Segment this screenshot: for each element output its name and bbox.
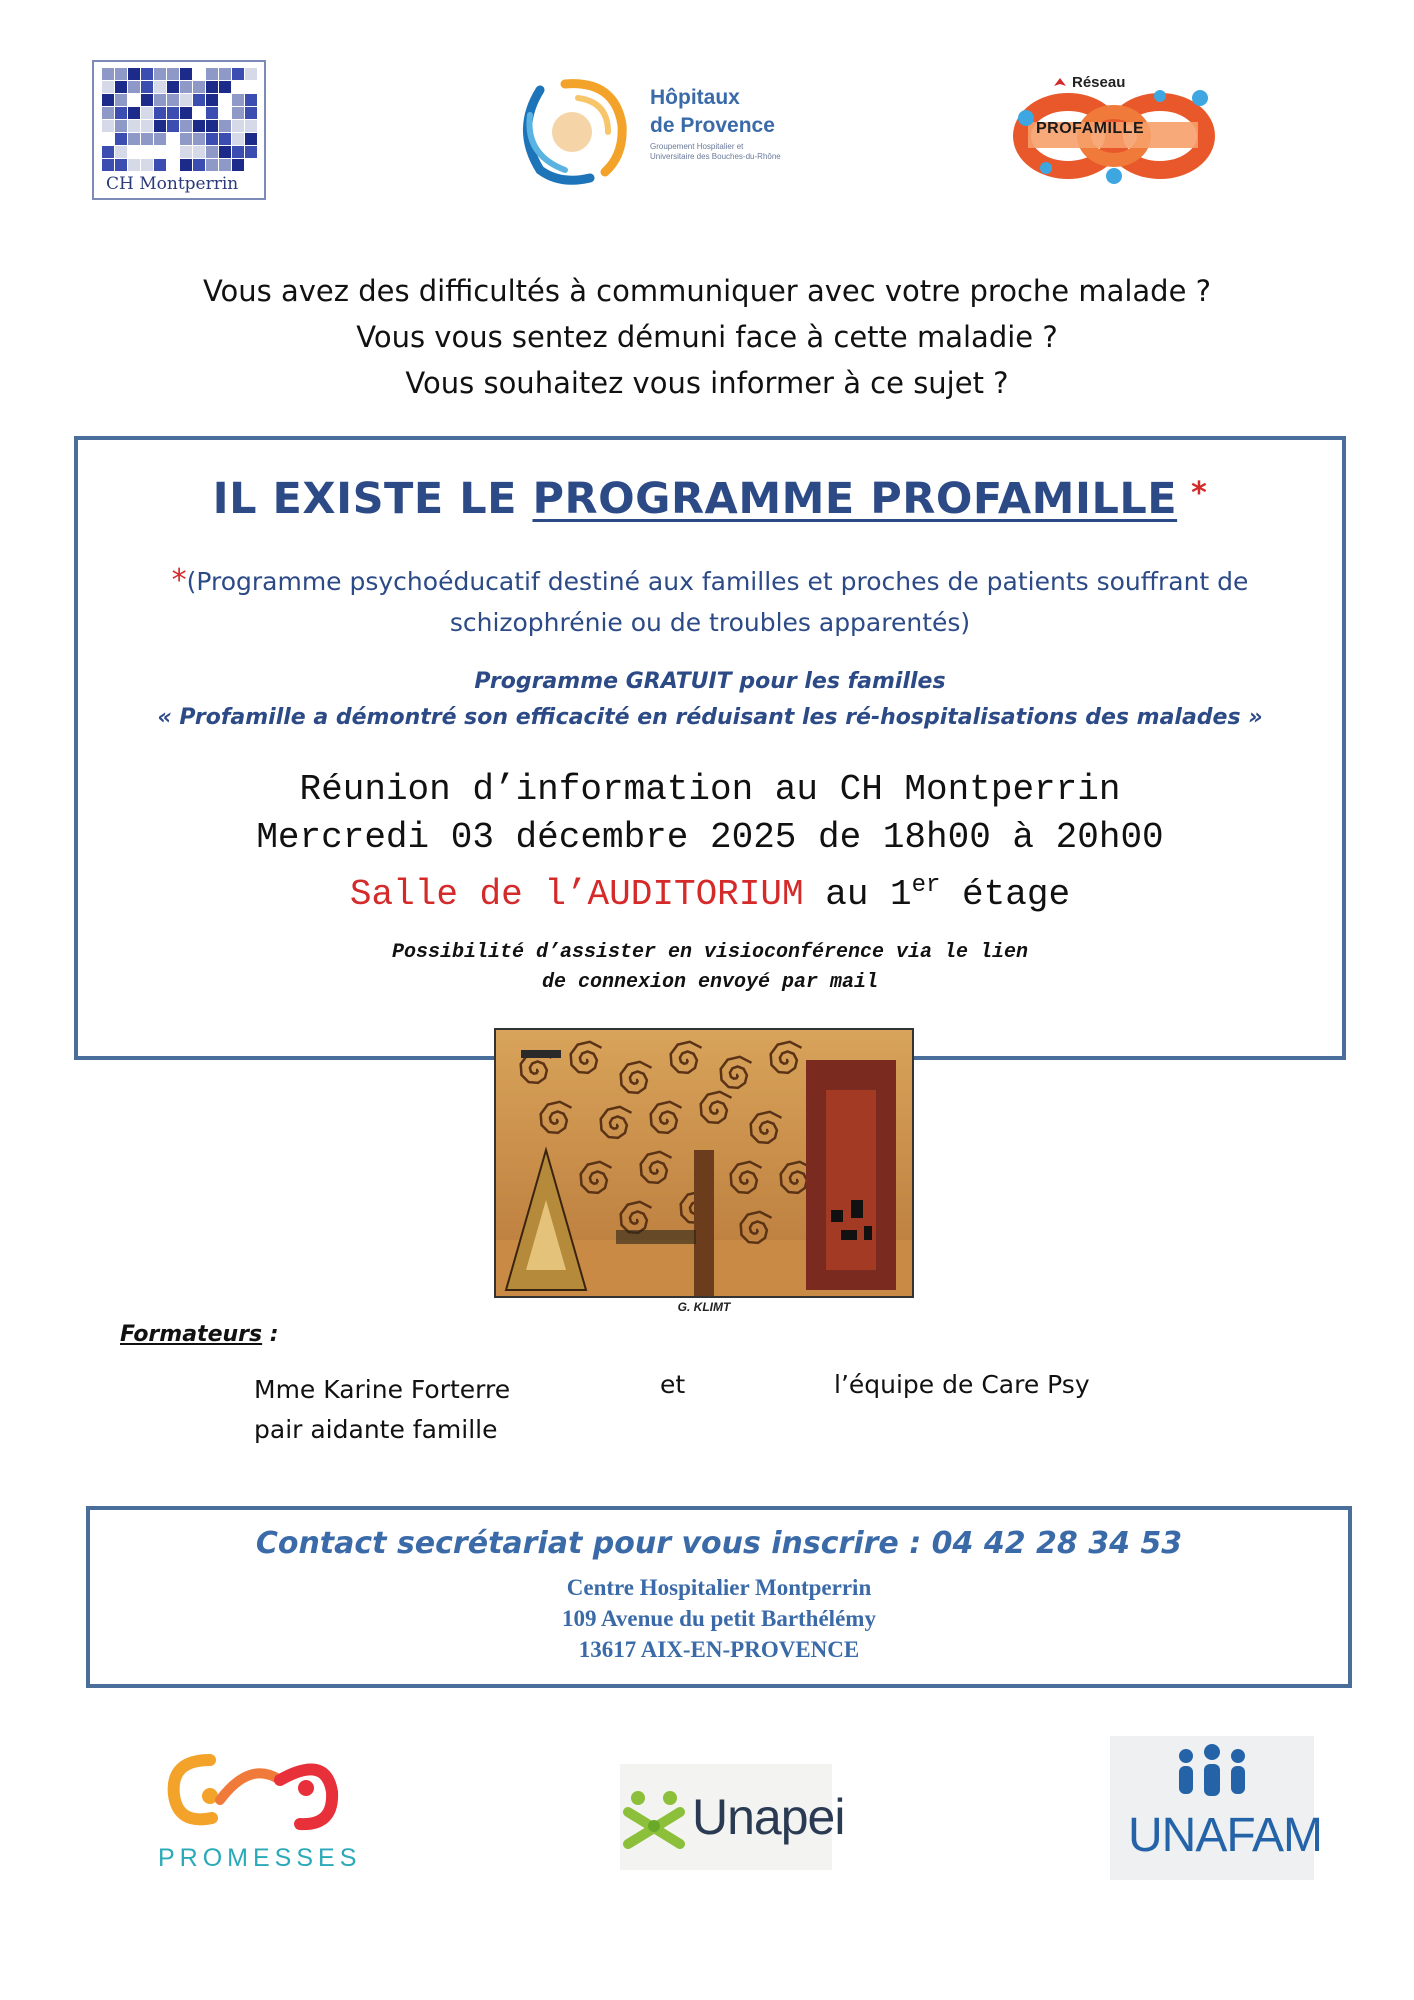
contact-line: Contact secrétariat pour vous inscrire : 04 42 28 34 53 xyxy=(255,1526,1183,1561)
trainers-and: et xyxy=(660,1370,686,1399)
meeting-info xyxy=(78,766,1342,919)
meeting-floor-suffix: étage xyxy=(940,874,1071,915)
trainers-label-text: Formateurs xyxy=(120,1322,263,1347)
trainer-1 xyxy=(254,1370,510,1450)
unafam-family-icon xyxy=(1110,1736,1314,1808)
address-org: Centre Hospitalier Montperrin xyxy=(566,1575,872,1600)
description-text: (Programme psychoéducatif destiné aux familles et proches de patients souffrant de schizophrénie ou de troubles apparentés) xyxy=(186,567,1249,637)
meeting-line-1: Réunion d’information au CH Montperrin xyxy=(299,769,1121,810)
visio-line-2: de connexion envoyé par mail xyxy=(541,971,879,994)
profamille-line2: PROFAMILLE xyxy=(1036,120,1145,137)
meeting-floor-sup: er xyxy=(911,872,941,899)
address-city: 13617 AIX-EN-PROVENCE xyxy=(578,1637,860,1662)
meeting-line-2: Mercredi 03 décembre 2025 de 18h00 à 20h00 xyxy=(256,817,1164,858)
unapei-people-icon xyxy=(620,1764,690,1870)
program-free: Programme GRATUIT pour les familles xyxy=(474,669,946,694)
program-title xyxy=(78,474,1342,524)
program-title-prefix: IL EXISTE LE xyxy=(212,474,533,524)
unafam-logo xyxy=(1110,1736,1323,1880)
contact-address xyxy=(90,1572,1348,1665)
trainer-1-name: Mme Karine Forterre xyxy=(254,1375,511,1404)
intro-question-3: Vous souhaitez vous informer à ce sujet ? xyxy=(405,366,1009,400)
contact-box xyxy=(86,1506,1352,1688)
painting-credit: G. KLIMT xyxy=(677,1300,731,1314)
promesses-logo xyxy=(150,1740,380,1880)
trainers-label xyxy=(120,1322,279,1347)
trainer-2: l’équipe de Care Psy xyxy=(834,1370,1090,1399)
hopitaux-provence-logo xyxy=(510,70,810,190)
meeting-floor-prefix: au 1 xyxy=(803,874,912,915)
klimt-tree-of-life-image xyxy=(494,1028,914,1298)
trainer-1-role: pair aidante famille xyxy=(254,1415,498,1444)
unafam-text: UNAFAM xyxy=(1128,1809,1323,1862)
intro-question-1: Vous avez des difficultés à communiquer avec votre proche malade ? xyxy=(202,274,1212,308)
visio-info xyxy=(78,938,1342,998)
program-box xyxy=(74,436,1346,1060)
program-title-underlined: PROGRAMME PROFAMILLE xyxy=(532,474,1178,524)
promesses-swirl-icon xyxy=(150,1740,380,1840)
trainers-label-suffix: : xyxy=(262,1322,279,1347)
description-asterisk: * xyxy=(171,563,187,598)
ch-montperrin-logo xyxy=(92,60,266,200)
reseau-profamille-logo xyxy=(1010,68,1220,188)
address-street: 109 Avenue du petit Barthélémy xyxy=(562,1606,876,1631)
visio-line-1: Possibilité d’assister en visioconférence via le lien xyxy=(391,941,1029,964)
unapei-text: Unapei xyxy=(692,1789,845,1845)
hopitaux-swirl-icon xyxy=(510,70,640,190)
tree-of-life-illustration xyxy=(496,1030,912,1296)
program-quote: « Profamille a démontré son efficacité en réduisant les ré-hospitalisations des malades » xyxy=(157,705,1263,730)
ch-montperrin-grid-icon xyxy=(102,68,258,172)
program-title-asterisk: * xyxy=(1191,476,1208,511)
meeting-room: Salle de l’AUDITORIUM xyxy=(349,874,804,915)
intro-question-2: Vous vous sentez démuni face à cette maladie ? xyxy=(356,320,1058,354)
ch-montperrin-caption: CH Montperrin xyxy=(106,174,239,194)
hopitaux-name-line1: Hôpitaux xyxy=(650,86,740,109)
program-description xyxy=(118,560,1302,643)
program-free-block xyxy=(78,664,1342,736)
hopitaux-name-line2: de Provence xyxy=(650,114,775,137)
hopitaux-tagline: Groupement Hospitalier et Universitaire des Bouches-du-Rhône xyxy=(650,142,781,161)
promesses-text: PROMESSES xyxy=(158,1844,362,1872)
unapei-logo xyxy=(620,1764,845,1870)
meeting-line-3 xyxy=(78,862,1342,919)
intro-questions xyxy=(0,268,1414,406)
profamille-line1: Réseau xyxy=(1072,74,1126,91)
